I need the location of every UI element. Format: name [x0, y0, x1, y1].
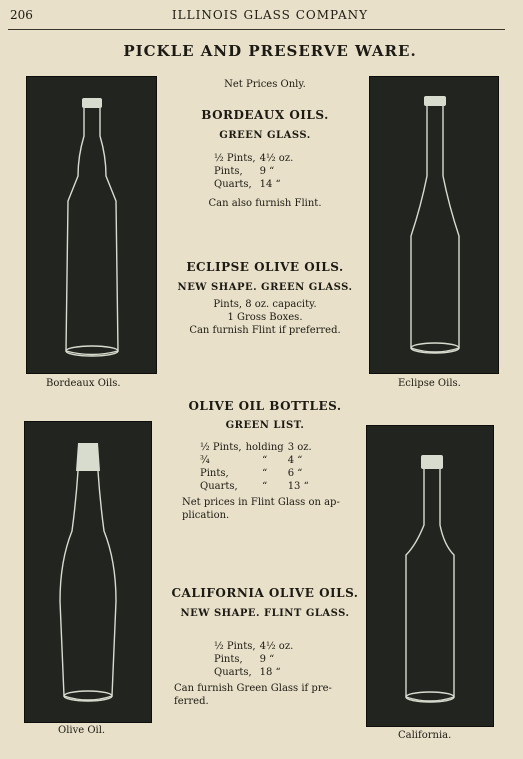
capacity-value: 9 “ [259, 166, 275, 177]
size-label: ½ Pints, [214, 153, 256, 164]
size-row [214, 640, 297, 653]
size-label: Pints, [214, 166, 243, 177]
bordeaux-bottle-illustration [26, 76, 157, 374]
bordeaux-caption: Bordeaux Oils. [46, 378, 121, 389]
eclipse-bottle-illustration [369, 76, 499, 374]
holding-label: “ [262, 455, 268, 466]
capacity-value: 6 “ [287, 468, 303, 479]
net-prices-note: Net Prices Only. [224, 79, 306, 90]
california-bottle-illustration [366, 425, 494, 727]
size-label: Pints, [214, 654, 243, 665]
california-caption: California. [398, 730, 452, 741]
bordeaux-size-list [214, 152, 297, 191]
olive-oil-note-line-1: Net prices in Flint Glass on ap- [182, 497, 340, 508]
header-rule [8, 29, 505, 30]
size-row [200, 467, 316, 480]
size-row [214, 165, 297, 178]
california-note-line-2: ferred. [174, 696, 209, 707]
capacity-value: 4 “ [287, 455, 303, 466]
holding-label: “ [262, 481, 268, 492]
capacity-value: 13 “ [287, 481, 309, 492]
california-note-line-1: Can furnish Green Glass if pre- [174, 683, 332, 694]
page-title: PICKLE AND PRESERVE WARE. [123, 42, 417, 60]
olive-oil-subheading: GREEN LIST. [225, 420, 305, 431]
eclipse-line-2: 1 Gross Boxes. [227, 312, 303, 323]
capacity-value: 4½ oz. [259, 153, 294, 164]
bordeaux-bottle-plate [26, 76, 157, 374]
size-label: ¾ [200, 455, 210, 466]
olive-oil-bottle-plate [24, 421, 152, 723]
size-row [214, 653, 297, 666]
holding-label: “ [262, 468, 268, 479]
eclipse-line-1: Pints, 8 oz. capacity. [213, 299, 317, 310]
size-label: ½ Pints, [214, 641, 256, 652]
size-row [200, 454, 316, 467]
eclipse-line-3: Can furnish Flint if preferred. [189, 325, 341, 336]
size-label: Pints, [200, 468, 229, 479]
olive-oil-bottle-illustration [24, 421, 152, 723]
olive-oil-heading: OLIVE OIL BOTTLES. [188, 399, 342, 413]
size-row [200, 441, 316, 454]
olive-oil-caption: Olive Oil. [58, 725, 106, 736]
size-label: Quarts, [214, 179, 252, 190]
california-size-list [214, 640, 297, 679]
size-row [214, 152, 297, 165]
olive-oil-size-list [200, 441, 316, 493]
olive-oil-note-line-2: plication. [182, 510, 230, 521]
bordeaux-note: Can also furnish Flint. [208, 198, 322, 209]
capacity-value: 9 “ [259, 654, 275, 665]
page-number: 206 [10, 8, 33, 22]
bordeaux-heading: BORDEAUX OILS. [201, 108, 329, 122]
eclipse-heading: ECLIPSE OLIVE OILS. [186, 260, 344, 274]
bordeaux-subheading: GREEN GLASS. [219, 130, 311, 141]
size-label: ½ Pints, [200, 442, 242, 453]
capacity-value: 18 “ [259, 667, 281, 678]
california-heading: CALIFORNIA OLIVE OILS. [171, 586, 359, 600]
capacity-value: 3 oz. [287, 442, 312, 453]
california-bottle-plate [366, 425, 494, 727]
size-label: Quarts, [214, 667, 252, 678]
size-label: Quarts, [200, 481, 238, 492]
size-row [214, 178, 297, 191]
running-head: ILLINOIS GLASS COMPANY [171, 8, 369, 22]
capacity-value: 14 “ [259, 179, 281, 190]
eclipse-caption: Eclipse Oils. [398, 378, 461, 389]
california-subheading: NEW SHAPE. FLINT GLASS. [180, 608, 350, 619]
size-row [200, 480, 316, 493]
size-row [214, 666, 297, 679]
holding-label: holding [245, 442, 284, 453]
eclipse-subheading: NEW SHAPE. GREEN GLASS. [177, 282, 353, 293]
capacity-value: 4½ oz. [259, 641, 294, 652]
eclipse-bottle-plate [369, 76, 499, 374]
